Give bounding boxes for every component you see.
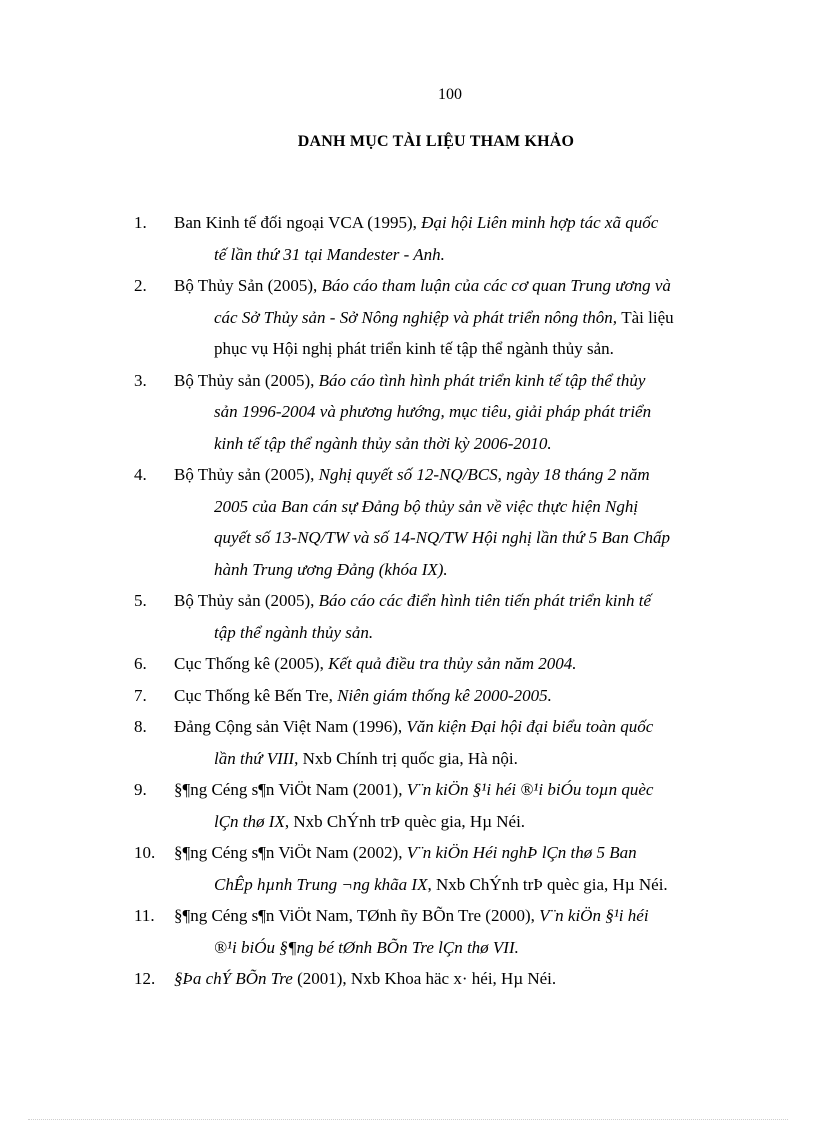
reference-title-segment: ®¹i biÓu §¶ng bé tØnh BÕn Tre lÇn thø VII. <box>214 937 519 957</box>
reference-number: 5. <box>134 591 147 610</box>
reference-title-segment: V¨n kiÖn §¹i héi ®¹i biÓu toµn quèc <box>406 780 654 799</box>
reference-segment: Bộ Thủy sản (2005), <box>174 591 319 610</box>
reference-title-segment: lÇn thø IX <box>214 811 285 831</box>
reference-item <box>134 365 740 460</box>
reference-continuation-line <box>174 491 740 523</box>
reference-text <box>174 774 740 837</box>
reference-title-segment: Đại hội Liên minh hợp tác xã quốc <box>421 213 659 232</box>
reference-title-segment: hành Trung ương Đảng (khóa IX). <box>214 559 448 579</box>
reference-text <box>174 585 740 648</box>
reference-item <box>134 459 740 585</box>
page-number: 100 <box>438 86 462 103</box>
reference-title-segment: Kết quả điều tra thủy sản năm 2004. <box>328 654 577 673</box>
reference-item <box>134 774 740 837</box>
reference-number: 2. <box>134 276 147 295</box>
reference-item <box>134 270 740 365</box>
reference-first-line <box>174 365 740 397</box>
reference-first-line <box>174 459 740 491</box>
reference-item <box>134 711 740 774</box>
reference-segment: , Nxb ChÝnh trÞ quèc gia, Hµ Néi. <box>427 874 668 894</box>
reference-title-segment: ChÊp hµnh Trung ¬ng khãa IX <box>214 874 428 894</box>
reference-continuation-line <box>174 806 740 838</box>
reference-continuation-line <box>174 239 740 271</box>
reference-segment: Cục Thống kê (2005), <box>174 654 329 673</box>
reference-title-segment: Niên giám thống kê 2000-2005. <box>337 685 552 705</box>
reference-first-line <box>174 900 740 932</box>
reference-first-line <box>174 680 740 712</box>
reference-number: 4. <box>134 465 147 484</box>
reference-item <box>134 680 740 712</box>
reference-segment: Tài liệu <box>621 307 674 327</box>
reference-segment: §¶ng Céng s¶n ViÖt Nam (2001), <box>174 780 407 799</box>
reference-segment: Cục Thống kê Bến Tre, <box>174 685 338 705</box>
reference-title-segment: Báo cáo tình hình phát triển kinh tế tập thể thủy <box>318 370 646 390</box>
reference-continuation-line <box>174 333 740 365</box>
reference-number: 6. <box>134 654 147 673</box>
reference-number: 10. <box>134 843 156 862</box>
reference-number: 1. <box>134 213 147 232</box>
reference-number: 8. <box>134 717 147 736</box>
reference-item <box>134 207 740 270</box>
reference-first-line <box>174 774 740 806</box>
reference-title-segment: tế lần thứ 31 tại Mandester - Anh. <box>214 244 445 264</box>
reference-first-line <box>174 837 740 869</box>
reference-segment: , Nxb ChÝnh trÞ quèc gia, Hµ Néi. <box>284 811 526 831</box>
page-title: DANH MỤC TÀI LIỆU THAM KHẢO <box>297 133 575 150</box>
reference-continuation-line <box>174 617 740 649</box>
reference-segment: §¶ng Céng s¶n ViÖt Nam, TØnh ñy BÕn Tre (2000), <box>174 906 540 925</box>
reference-title-segment: 2005 của Ban cán sự Đảng bộ thủy sản về việc thực hiện Nghị <box>214 496 639 516</box>
reference-title-segment: Báo cáo tham luận của các cơ quan Trung ương và <box>321 276 671 295</box>
reference-title-segment: Báo cáo các điển hình tiên tiến phát triển kinh tế <box>318 591 652 610</box>
page-bottom-divider <box>28 1119 788 1120</box>
reference-segment: §¶ng Céng s¶n ViÖt Nam (2002), <box>174 843 407 862</box>
reference-segment: (2001), Nxb Khoa häc x· héi, Hµ Néi. <box>292 969 557 988</box>
reference-item <box>134 837 740 900</box>
reference-text <box>174 837 740 900</box>
reference-number: 3. <box>134 370 147 390</box>
reference-number: 7. <box>134 685 147 705</box>
reference-title-segment: V¨n kiÖn Héi nghÞ lÇn thø 5 Ban <box>406 843 637 862</box>
reference-continuation-line <box>174 522 740 554</box>
reference-text <box>174 207 740 270</box>
reference-text <box>174 365 740 460</box>
reference-title-segment: Văn kiện Đại hội đại biểu toàn quốc <box>406 717 654 736</box>
reference-first-line <box>174 585 740 617</box>
reference-text <box>174 270 740 365</box>
reference-first-line <box>174 648 740 680</box>
reference-item <box>134 900 740 963</box>
reference-title-segment: lần thứ VIII <box>214 748 295 768</box>
reference-item <box>134 648 740 680</box>
reference-text <box>174 680 740 712</box>
reference-number: 11. <box>134 906 155 925</box>
reference-first-line <box>174 963 740 995</box>
reference-segment: phục vụ Hội nghị phát triển kinh tế tập thể ngành thủy sản. <box>214 339 614 358</box>
reference-text <box>174 648 740 680</box>
reference-continuation-line <box>174 554 740 586</box>
reference-title-segment: Nghị quyết số 12-NQ/BCS, ngày 18 tháng 2 năm <box>318 465 650 484</box>
reference-number: 12. <box>134 969 156 988</box>
reference-item <box>134 963 740 995</box>
reference-continuation-line <box>174 743 740 775</box>
reference-text <box>174 459 740 585</box>
reference-title-segment: sản 1996-2004 và phương hướng, mục tiêu, giải pháp phát triển <box>214 402 652 421</box>
reference-item <box>134 585 740 648</box>
reference-text <box>174 963 740 995</box>
reference-list <box>134 207 740 995</box>
reference-continuation-line <box>174 302 740 334</box>
reference-title-segment: V¨n kiÖn §¹i héi <box>539 906 649 925</box>
reference-continuation-line <box>174 396 740 428</box>
reference-continuation-line <box>174 869 740 901</box>
reference-segment: Bộ Thủy sản (2005), <box>174 370 319 390</box>
reference-title-segment: kinh tế tập thể ngành thủy sản thời kỳ 2006-2010. <box>214 433 552 453</box>
reference-first-line <box>174 270 740 302</box>
reference-segment: Ban Kinh tế đối ngoại VCA (1995), <box>174 213 422 232</box>
reference-continuation-line <box>174 932 740 964</box>
reference-text <box>174 711 740 774</box>
reference-first-line <box>174 207 740 239</box>
reference-title-segment: §Þa chÝ BÕn Tre <box>174 969 293 988</box>
reference-segment: Bộ Thủy sản (2005), <box>174 465 319 484</box>
reference-title-segment: tập thể ngành thủy sản. <box>214 622 374 642</box>
reference-title-segment: quyết số 13-NQ/TW và số 14-NQ/TW Hội nghị lần thứ 5 Ban Chấp <box>214 528 670 547</box>
reference-segment: Bộ Thủy Sản (2005), <box>174 276 322 295</box>
reference-segment: , Nxb Chính trị quốc gia, Hà nội. <box>294 748 518 768</box>
reference-segment: Đảng Cộng sản Việt Nam (1996), <box>174 717 407 736</box>
reference-number: 9. <box>134 780 147 799</box>
reference-continuation-line <box>174 428 740 460</box>
reference-first-line <box>174 711 740 743</box>
reference-title-segment: các Sở Thủy sản - Sở Nông nghiệp và phát triển nông thôn, <box>214 307 622 327</box>
reference-text <box>174 900 740 963</box>
